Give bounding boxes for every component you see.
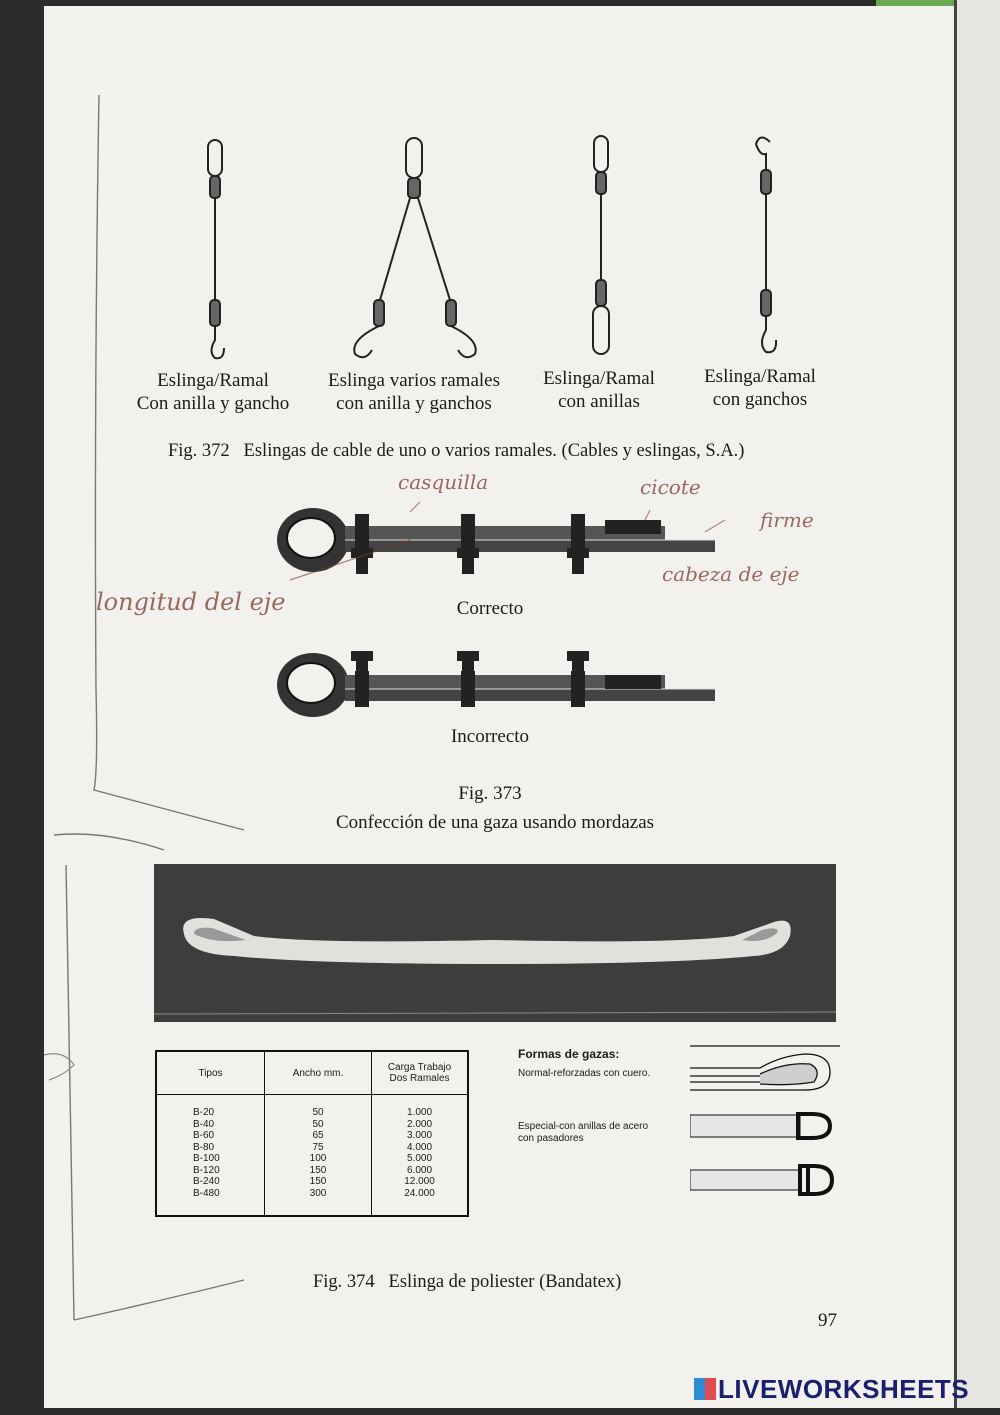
gaza-especial-label: Especial-con anillas de acero con pasadores <box>518 1121 649 1144</box>
gaza-shapes <box>690 1040 840 1200</box>
gaza-normal-shape <box>690 1046 840 1090</box>
ancho-cell: 150 <box>309 1164 327 1176</box>
tipo-cell: B-240 <box>193 1176 220 1187</box>
sling-label-3-line1: Eslinga/Ramal <box>543 368 655 389</box>
col-carga <box>372 1095 469 1217</box>
carga-cell: 1.000 <box>406 1107 433 1118</box>
gaza-especial-shape-1 <box>690 1114 830 1138</box>
ancho-cell: 300 <box>309 1187 327 1199</box>
tipo-cell: B-80 <box>193 1141 215 1153</box>
ancho-cell: 50 <box>312 1118 324 1130</box>
sling-label-2 <box>309 369 519 415</box>
header-tipos: Tipos <box>156 1051 265 1095</box>
sling-label-2-line1: Eslinga varios ramales <box>327 370 500 391</box>
tipo-cell: B-60 <box>193 1130 215 1141</box>
liveworksheets-logo-icon <box>694 1378 716 1400</box>
carga-cell: 4.000 <box>406 1141 433 1153</box>
scan-border-bottom <box>0 1408 1000 1415</box>
sling-1 <box>208 140 224 358</box>
tipo-cell: B-100 <box>193 1153 220 1164</box>
ancho-cell: 50 <box>312 1107 324 1118</box>
handwriting-firme: firme <box>760 508 814 532</box>
sling-label-4-line2: con ganchos <box>712 389 808 410</box>
sling-3 <box>593 136 609 354</box>
ancho-cell: 65 <box>312 1130 324 1141</box>
tipo-cell: B-480 <box>193 1187 220 1199</box>
carga-cell: 24.000 <box>404 1187 435 1199</box>
scan-border-top <box>0 0 1000 6</box>
tipo-cell: B-20 <box>193 1107 215 1118</box>
sling-2 <box>354 138 475 357</box>
correct-label: Correcto <box>456 598 524 619</box>
col-ancho <box>265 1095 372 1217</box>
ancho-cell: 150 <box>309 1176 327 1187</box>
carga-cell: 3.000 <box>406 1130 433 1141</box>
clamp-incorrect-drawing <box>265 645 725 720</box>
polyester-sling-photo <box>154 864 836 1022</box>
carga-cell: 2.000 <box>406 1118 433 1130</box>
polyester-sling-shape <box>154 864 836 1022</box>
fig373-caption-line1: Fig. 373 <box>458 783 522 804</box>
tipo-cell: B-120 <box>193 1164 220 1176</box>
scan-edge-right <box>954 0 957 1415</box>
handwriting-casquilla: casquilla <box>398 470 489 494</box>
carga-cell: 5.000 <box>406 1153 433 1164</box>
fig372-caption: Fig. 372 Eslingas de cable de uno o varios ramales. (Cables y eslingas, S.A.) <box>168 441 745 461</box>
header-ancho: Ancho mm. <box>265 1051 372 1095</box>
carga-cell: 6.000 <box>406 1164 433 1176</box>
handwriting-longitud: longitud del eje <box>96 588 286 616</box>
sling-label-2-line2: con anilla y ganchos <box>336 393 492 414</box>
col-tipos <box>156 1095 265 1217</box>
gaza-especial-shape-2 <box>690 1166 832 1194</box>
sling-label-1-line1: Eslinga/Ramal <box>157 370 269 391</box>
sling-label-1-line2: Con anilla y gancho <box>136 393 290 414</box>
ancho-cell: 75 <box>312 1141 324 1153</box>
handwriting-strokes <box>160 500 860 610</box>
gazas-title: Formas de gazas: <box>518 1047 620 1061</box>
liveworksheets-text: LIVEWORKSHEETS <box>718 1374 970 1404</box>
handwriting-cabeza: cabeza de eje <box>662 562 800 586</box>
sling-4 <box>756 137 776 352</box>
liveworksheets-watermark <box>694 1374 969 1405</box>
carga-cell: 12.000 <box>404 1176 435 1187</box>
scan-border-left <box>0 0 44 1415</box>
scan-border-right <box>955 0 1000 1415</box>
bandatex-spec-table <box>155 1050 469 1217</box>
sling-label-4 <box>655 365 865 411</box>
gaza-normal-label: Normal-reforzadas con cuero. <box>518 1068 651 1079</box>
header-carga <box>372 1051 469 1095</box>
sling-illustrations <box>180 130 800 370</box>
ancho-cell: 100 <box>309 1153 327 1164</box>
sling-label-1 <box>108 369 318 415</box>
tipo-cell: B-40 <box>193 1118 215 1130</box>
page-number: 97 <box>818 1310 837 1331</box>
sling-label-3-line2: con anillas <box>558 391 640 412</box>
handwriting-cicote: cicote <box>640 475 701 499</box>
fig374-caption: Fig. 374 Eslinga de poliester (Bandatex) <box>313 1272 622 1292</box>
sling-label-4-line1: Eslinga/Ramal <box>704 366 816 387</box>
scan-green-strip <box>876 0 956 6</box>
header-carga-text: Carga Trabajo Dos Ramales <box>387 1062 452 1084</box>
fig373-caption-line2: Confección de una gaza usando mordazas <box>335 812 655 833</box>
incorrect-label: Incorrecto <box>450 726 530 747</box>
